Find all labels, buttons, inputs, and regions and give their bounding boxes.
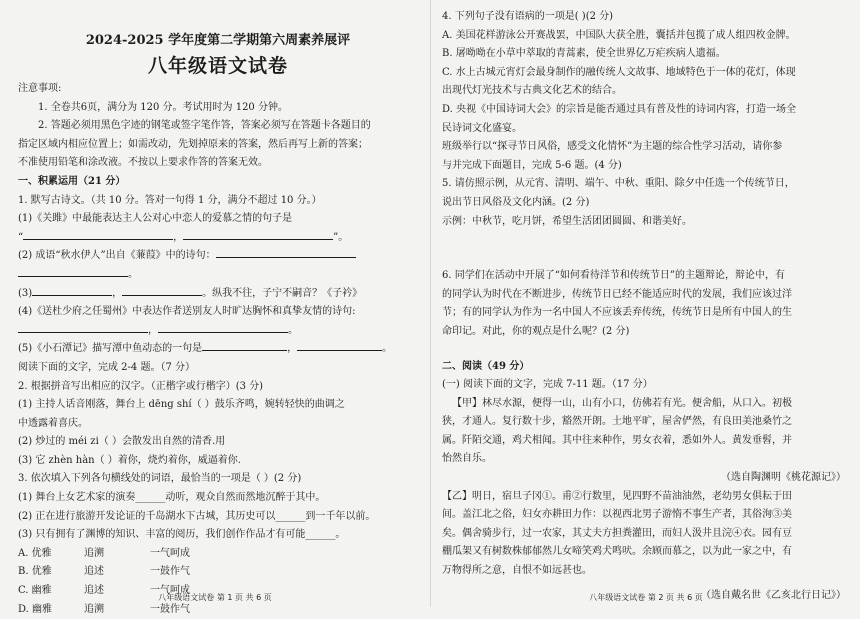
question-6-cont1: 的同学认为时代在不断进步，传统节日已经不能适应时代的发展，我们应该过洋 (442, 288, 792, 300)
question-4-c-cont: 出现代灯光技术与古典文化艺术的结合。 (442, 85, 622, 97)
question-4-a: A. 美国花样游泳公开赛战罢，中国队大获全胜，囊括并包揽了成人组四枚金牌。 (442, 29, 796, 41)
question-4-d-cont: 民诗词文化盛宴。 (442, 122, 522, 134)
answer-blank (18, 322, 148, 333)
answer-space (442, 231, 846, 267)
question-1-5-text: (5)《小石潭记》描写潭中鱼动态的一句是 (18, 343, 203, 355)
option-c-word2: 追述 (84, 585, 104, 597)
reading-instruction: 阅读下面的文字，完成 2-4 题。（7 分） (18, 361, 196, 373)
option-a-word3: 一气呵成 (150, 547, 190, 559)
exam-page-2 (432, 0, 860, 607)
question-4-b: B. 屠呦呦在小草中萃取的青蒿素，使全世界亿万疟疾病人遗福。 (442, 48, 726, 60)
option-b (18, 563, 418, 582)
option-b-word2: 追述 (84, 566, 104, 578)
question-1-5 (18, 340, 418, 359)
question-1-2-text: (2) 成语“秋水伊人”出自《蒹葭》中的诗句： (18, 250, 216, 262)
comma: ， (112, 287, 123, 299)
question-4-c: C. 水上古城元宵灯会最身制作的融传统人文故事、地域特色于一体的花灯，体现 (442, 66, 796, 78)
question-1: 1. 默写古诗文。（共 10 分。答对一句得 1 分，满分不超过 10 分。） (18, 194, 322, 206)
comma: ， (148, 324, 158, 336)
question-6: 6. 同学们在活动中开展了“如何看待洋节和传统节日”的主题辩论，辩论中，有 (442, 270, 785, 282)
passage-jia-4: 怡然自乐。 (442, 453, 492, 465)
question-3-1: (1) 舞台上女艺术家的演奏______动听，观众自然而然地沉醉于其中。 (18, 492, 326, 504)
passage-yi-4: 棚瓜架又有树数株郁郁然儿女啼笑鸡犬鸣吠。余顾而慕之，以为此一家之中，有 (442, 546, 792, 558)
option-a-word1: A. 优雅 (18, 547, 52, 559)
passage-yi-source: （选自戴名世《乙亥北行日记》） (701, 589, 846, 601)
passage-jia-3: 属。阡陌交通，鸡犬相闻。其中往来种作，男女衣着，悉如外人。黄发垂髫，并 (442, 434, 792, 446)
section-2-heading: 二、阅读（49 分） (442, 360, 530, 372)
question-3-2: (2) 正在进行旅游开发论证的千岛湖水下古城，其历史可以______到一千年以前。 (18, 510, 376, 522)
option-c-word1: C. 幽雅 (18, 585, 52, 597)
passage-yi-2: 间。盖江北之俗，妇女亦耕田力作：以视西北男子游惰不事生产者，其俗洵③美 (442, 509, 792, 521)
period: 。 (128, 268, 138, 280)
answer-blank (32, 285, 112, 296)
page-divider (430, 0, 431, 607)
question-2-1-cont: 中透露着喜庆。 (18, 417, 88, 429)
question-5-cont: 说出节日风俗及文化内涵。(2 分) (442, 196, 590, 208)
answer-blank (158, 322, 288, 333)
option-d-word1: D. 幽雅 (18, 603, 53, 615)
question-4-d: D. 央视《中国诗词大会》的宗旨是能否通过具有普及性的诗词内容，打造一场全 (442, 103, 797, 115)
activity-intro-cont: 与并完成下面题目，完成 5-6 题。(4 分) (442, 159, 622, 171)
passage-yi-1: 【乙】明日，宿旦子冈①。甫②行数里，见四野不苗油油然，老幼男女俱耘于田 (442, 490, 792, 502)
notice-2b: 指定区域内相应位置上；如需改动，先划掉原来的答案，然后再写上新的答案； (18, 138, 368, 150)
question-1-2-cont (18, 266, 418, 285)
page-footer: 八年级语文试卷 第 1 页 共 6 页 (158, 593, 272, 602)
answer-blank (202, 340, 287, 351)
option-b-word1: B. 优雅 (18, 566, 52, 578)
comma: ， (287, 343, 298, 355)
item-number: (3) (18, 287, 33, 299)
question-1-4-blanks (18, 322, 418, 341)
answer-blank (183, 229, 333, 240)
question-6-cont3: 命印记。对此，你的观点是什么呢？(2 分) (442, 325, 630, 337)
notice-2c: 不准使用铅笔和涂改液。不按以上要求作答的答案无效。 (18, 157, 268, 169)
exam-page-1 (0, 0, 430, 615)
question-1-1: (1)《关雎》中最能表达主人公对心中恋人的爱慕之情的句子是 (18, 213, 293, 225)
option-b-word3: 一鼓作气 (150, 566, 190, 578)
option-d-word2: 追溯 (84, 603, 104, 615)
reading-1-instruction: (一) 阅读下面的文字，完成 7-11 题。（17 分） (442, 379, 653, 391)
question-2-2: (2) 炒过的 méi zi（ ）会散发出自然的清香.用 (18, 436, 226, 448)
option-a-word2: 追溯 (84, 547, 104, 559)
passage-jia-1: 【甲】林尽水源，便得一山，山有小口，仿佛若有光。便舍船，从口入。初极 (452, 397, 792, 409)
question-3-3: (3) 只有拥有了渊博的知识、丰富的阅历，我们创作作品才有可能______。 (18, 529, 346, 541)
passage-yi-3: 矣。偶舍骑步行，过一农家，其丈夫方担粪灌田，而妇人汲井且浣④衣。园有豆 (442, 527, 792, 539)
answer-blank (216, 247, 356, 258)
question-2-3: (3) 它 zhèn hàn（ ）着你，烧灼着你，威逼着你. (18, 454, 241, 466)
answer-blank (18, 266, 128, 277)
question-1-1-blanks (18, 229, 418, 248)
page-footer: 八年级语文试卷 第 2 页 共 6 页 (589, 593, 703, 602)
option-d-word3: 一鼓作气 (150, 603, 190, 615)
period: 。 (288, 324, 298, 336)
question-5-example: 示例：中秋节，吃月饼，希望生活团团圆圆、和谐美好。 (442, 215, 692, 227)
question-3: 3. 依次填入下列各句横线处的词语，最恰当的一项是（ ）(2 分) (18, 473, 302, 485)
question-6-cont2: 节；有的同学认为作为一名中国人不应该丢弃传统，传统节日是所有中国人的生 (442, 307, 792, 319)
option-a (18, 545, 418, 564)
question-5: 5. 请仿照示例，从元宵、清明、端午、中秋、重阳、除夕中任选一个传统节日， (442, 178, 795, 190)
section-1-heading: 一、积累运用（21 分） (18, 175, 126, 187)
answer-space (442, 342, 846, 358)
activity-intro: 班级举行以“探寻节日风俗，感受文化情怀”为主题的综合性学习活动，请你参 (442, 141, 783, 153)
question-1-4: (4)《送杜少府之任蜀州》中表达作者送别友人时旷达胸怀和真挚友情的诗句: (18, 306, 356, 318)
option-c-word3: 一气呵成 (150, 585, 190, 597)
notice-title: 注意事项: (18, 83, 62, 94)
question-2-1: (1) 主持人话音刚落，舞台上 dēng shí（ ）鼓乐齐鸣，婉转轻快的曲调之 (18, 399, 345, 411)
option-d (18, 601, 418, 619)
notice-2a: 2. 答题必须用黑色字迹的钢笔或签字笔作答，答案必须写在答题卡各题目的 (38, 120, 371, 132)
answer-blank (122, 285, 202, 296)
answer-blank (23, 229, 173, 240)
answer-blank (297, 340, 382, 351)
period: 。 (382, 343, 393, 355)
quote-close: ”。 (333, 231, 349, 243)
exam-title: 八年级语文试卷 (147, 55, 288, 77)
question-1-2 (18, 247, 418, 266)
passage-jia-2: 狭，才通人。复行数十步，豁然开朗。土地平旷，屋舍俨然，有良田美池桑竹之 (442, 416, 792, 428)
school-year-heading: 2024-2025 学年度第二学期第六周素养展评 (85, 33, 351, 48)
passage-yi-5: 万物得所之意，自恨不如远甚也。 (442, 565, 592, 577)
question-1-3-text: 。纵我不往，子宁不嗣音？《子衿》 (202, 287, 363, 299)
notice-1: 1. 全卷共6页，满分为 120 分。考试用时为 120 分钟。 (38, 101, 288, 113)
question-2: 2. 根据拼音写出相应的汉字。（正楷字或行楷字）(3 分) (18, 380, 264, 392)
passage-jia-source: （选自陶渊明《桃花源记》） (721, 472, 846, 484)
question-1-3 (18, 285, 418, 304)
comma: ， (173, 231, 184, 243)
question-4: 4. 下列句子没有语病的一项是( )(2 分) (442, 11, 614, 22)
quote-open: “ (18, 231, 24, 243)
